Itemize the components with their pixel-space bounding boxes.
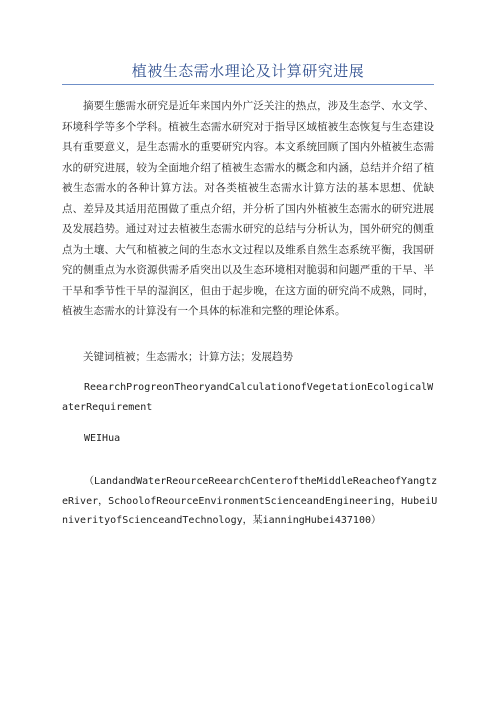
title-divider [62, 84, 434, 85]
english-title: ReearchProgreonTheoryandCalculationofVegetationEcologicalWaterRequirement [62, 382, 434, 413]
author-name: WEIHua [84, 433, 121, 444]
page-title: 植被生态需水理论及计算研究进展 [131, 62, 365, 80]
abstract-paragraph: 摘要生態需水研究是近年来国内外广泛关注的热点，涉及生态学、水文学、环境科学等多个学科。植被生态需水研究对于指导区域植被生态恢复与生态建设具有重要意义，是生态需水的重要研究内容。本文系统回顾了国内外植被生态需水的研究进展，较为全面地介绍了植被生态需水的概念和内涵，总结并介绍了植被生态需水的各种计算方法。对各类植被生态需水计算方法的基本思想、优缺点、差异及其适用范围做了重点介绍，并分析了国内外植被生态需水的研究进展及发展趋势。通过对过去植被生态需水研究的总结与分析认为，国外研究的侧重点为土壤、大气和植被之间的生态水文过程以及维系自然生态系统平衡，我国研究的侧重点为水资源供需矛盾突出以及生态环境相对脆弱和问题严重的干旱、半干旱和季节性干旱的湿润区，但由于起步晚，在这方面的研究尚不成熟，同时，植被生态需水的计算没有一个具体的标准和完整的理论体系。 [62, 100, 434, 317]
author-affiliation: （LandandWaterReourceReearchCenteroftheMiddleReacheofYangtzeRiver，SchoolofReourceEnvironmentScienceandEngineering，HubeiUniverityofScienceandTechnology，某ianningHubei437100） [62, 476, 438, 526]
keywords-line: 关键词植被；生态需水；计算方法；发展趋势 [83, 351, 293, 363]
